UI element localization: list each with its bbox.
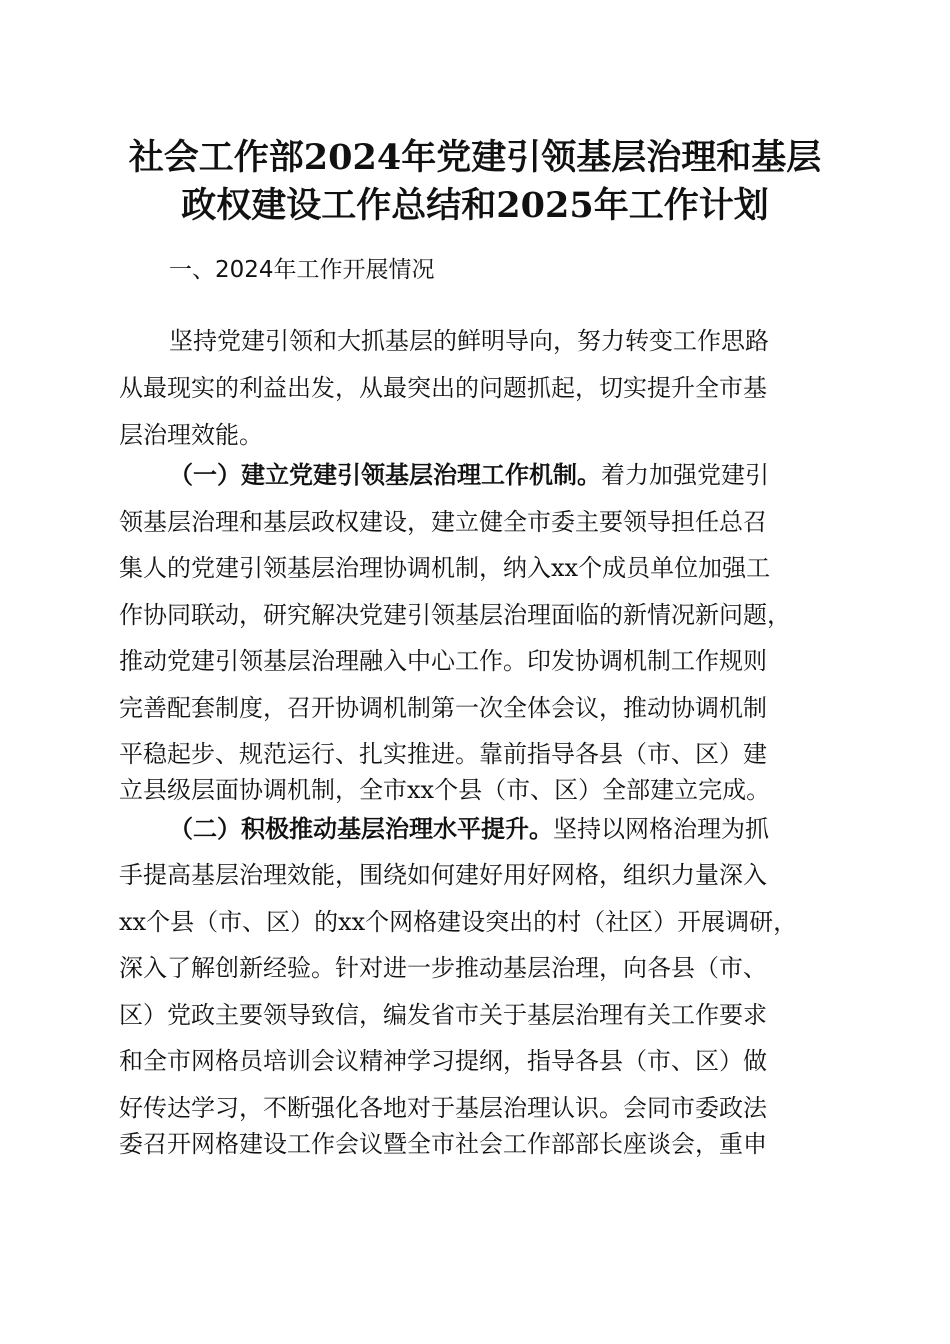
item1-line-4: 作协同联动，研究解决党建引领基层治理面临的新情况新问题， [119,601,791,629]
item2-line-6: 和全市网格员培训会议精神学习提纲，指导各县（市、区）做 [119,1047,767,1075]
item2-line-5: 区）党政主要领导致信，编发省市关于基层治理有关工作要求 [119,1001,767,1029]
intro-line-2: 从最现实的利益出发，从最突出的问题抓起，切实提升全市基 [119,374,767,402]
document-title-line-1: 社会工作部2024年党建引领基层治理和基层 [128,137,822,178]
item1-line-5: 推动党建引领基层治理融入中心工作。印发协调机制工作规则 [119,647,767,675]
item1-line-8: 立县级层面协调机制，全市xx个县（市、区）全部建立完成。 [119,776,771,804]
item1-line-2: 领基层治理和基层政权建设，建立健全市委主要领导担任总召 [119,508,767,536]
item1-first-line [169,460,769,490]
item2-line-2: 手提高基层治理效能，围绕如何建好用好网格，组织力量深入 [119,861,767,889]
item1-line-7: 平稳起步、规范运行、扎实推进。靠前指导各县（市、区）建 [119,740,767,768]
item2-line-3: xx个县（市、区）的xx个网格建设突出的村（社区）开展调研， [119,908,798,936]
item1-label: （一）建立党建引领基层治理工作机制。 [169,460,601,489]
item1-line-6: 完善配套制度，召开协调机制第一次全体会议，推动协调机制 [119,694,767,722]
item2-label: （二）积极推动基层治理水平提升。 [169,814,553,843]
item1-line-3: 集人的党建引领基层治理协调机制，纳入xx个成员单位加强工 [119,554,771,582]
item1-first-line-rest: 着力加强党建引 [601,461,769,489]
item2-line-7: 好传达学习，不断强化各地对于基层治理认识。会同市委政法 [119,1094,767,1122]
section-heading: 一、2024年工作开展情况 [169,257,435,283]
intro-line-1: 坚持党建引领和大抓基层的鲜明导向，努力转变工作思路 [169,327,769,355]
document-title-line-2: 政权建设工作总结和2025年工作计划 [181,185,769,226]
item2-first-line-rest: 坚持以网格治理为抓 [553,815,769,843]
item2-line-8: 委召开网格建设工作会议暨全市社会工作部部长座谈会，重申 [119,1130,767,1158]
intro-line-3: 层治理效能。 [119,421,263,449]
item2-first-line [169,814,769,844]
item2-line-4: 深入了解创新经验。针对进一步推动基层治理，向各县（市、 [119,954,767,982]
